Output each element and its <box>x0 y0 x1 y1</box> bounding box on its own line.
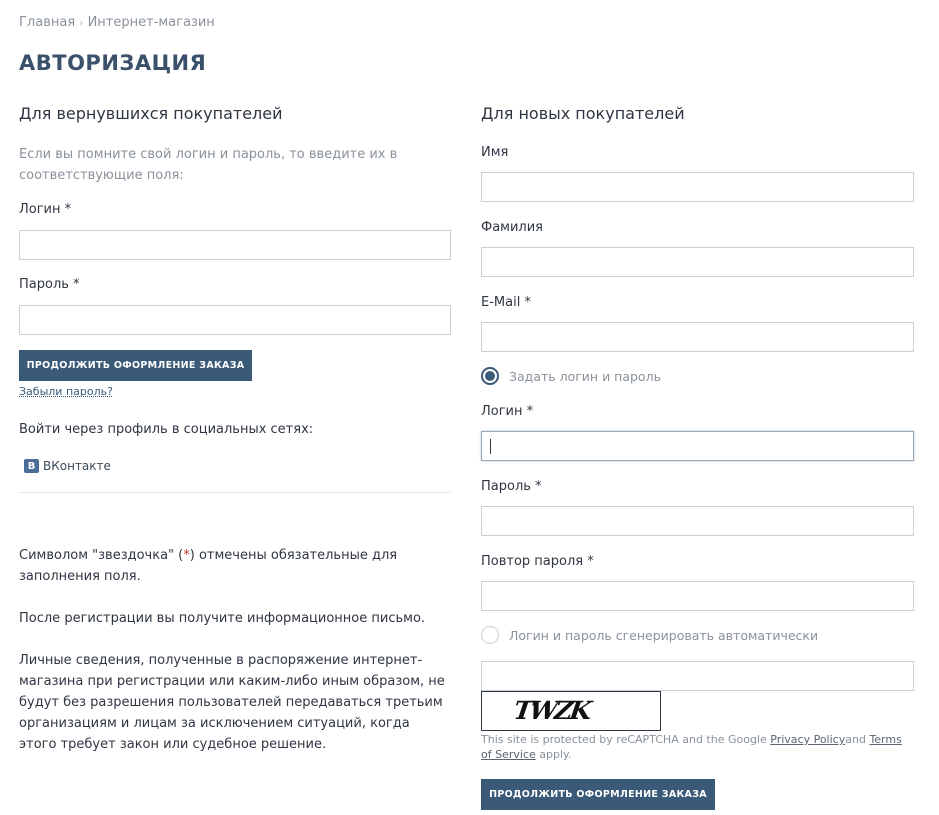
captcha-input[interactable] <box>481 661 914 691</box>
name-label: Имя <box>481 145 509 160</box>
registration-email-note: После регистрации вы получите информационное письмо. <box>19 611 426 626</box>
login-input[interactable] <box>19 230 451 260</box>
radio-auto-credentials[interactable] <box>481 626 818 644</box>
radio-unchecked-icon[interactable] <box>481 626 499 644</box>
text-cursor <box>490 439 491 454</box>
password-input[interactable] <box>19 305 451 335</box>
terms-of-service-link[interactable]: Terms of Service <box>481 733 902 761</box>
required-note-suffix: ) отмечены обязательные для заполнения поля. <box>19 548 398 584</box>
breadcrumb-home-link[interactable]: Главная <box>19 15 76 30</box>
breadcrumb-current: Интернет-магазин <box>87 15 215 30</box>
breadcrumb-separator-icon: › <box>79 16 84 29</box>
required-star: * <box>183 548 190 563</box>
social-login-title: Войти через профиль в социальных сетях: <box>19 422 314 437</box>
recaptcha-notice <box>481 732 914 762</box>
new-password-label: Пароль * <box>481 479 542 494</box>
captcha-image <box>481 691 661 731</box>
vk-login-link[interactable] <box>24 459 111 473</box>
surname-label: Фамилия <box>481 220 543 235</box>
vk-icon: В <box>24 459 39 473</box>
email-label: E-Mail * <box>481 295 531 310</box>
radio-dot-icon <box>485 371 495 381</box>
password-label: Пароль * <box>19 277 80 292</box>
login-label: Логин * <box>19 202 72 217</box>
new-login-input[interactable] <box>481 431 914 461</box>
required-fields-note <box>19 545 451 587</box>
new-customers-section <box>481 102 914 800</box>
surname-input[interactable] <box>481 247 914 277</box>
recaptcha-suffix: apply. <box>535 748 572 761</box>
login-submit-button[interactable]: ПРОДОЛЖИТЬ ОФОРМЛЕНИЕ ЗАКАЗА <box>19 350 252 381</box>
vk-login-label: ВКонтакте <box>43 459 111 473</box>
password-repeat-input[interactable] <box>481 581 914 611</box>
name-input[interactable] <box>481 172 914 202</box>
radio-auto-label: Логин и пароль сгенерировать автоматически <box>509 627 819 643</box>
returning-customers-section <box>19 102 451 752</box>
radio-manual-label: Задать логин и пароль <box>509 368 661 384</box>
email-input[interactable] <box>481 322 914 352</box>
returning-section-title: Для вернувшихся покупателей <box>19 104 283 123</box>
radio-manual-credentials[interactable] <box>481 367 661 385</box>
captcha-text: TWZK <box>511 696 591 725</box>
new-section-title: Для новых покупателей <box>481 104 685 123</box>
register-submit-button[interactable]: ПРОДОЛЖИТЬ ОФОРМЛЕНИЕ ЗАКАЗА <box>481 779 715 810</box>
privacy-policy-link[interactable]: Privacy Policy <box>770 733 846 746</box>
required-note-prefix: Символом "звездочка" ( <box>19 548 184 563</box>
returning-hint: Если вы помните свой логин и пароль, то введите их в соответствующие поля: <box>19 147 398 183</box>
password-repeat-label: Повтор пароля * <box>481 554 594 569</box>
radio-checked-icon[interactable] <box>481 367 499 385</box>
recaptcha-prefix: This site is protected by reCAPTCHA and the Google <box>481 733 771 746</box>
page-title: АВТОРИЗАЦИЯ <box>19 51 207 75</box>
recaptcha-and: and <box>845 733 870 746</box>
breadcrumb <box>19 15 215 30</box>
forgot-password-link[interactable]: Забыли пароль? <box>19 385 113 398</box>
new-login-label: Логин * <box>481 404 534 419</box>
new-password-input[interactable] <box>481 506 914 536</box>
social-divider <box>19 492 451 493</box>
privacy-note: Личные сведения, полученные в распоряжение интернет-магазина при регистрации или каким-либо иным образом, не будут без разрешения пользователей передаваться третьим организациям и лицам за исключением ситуаций, когда этого требует закон или судебное решение. <box>19 653 445 752</box>
